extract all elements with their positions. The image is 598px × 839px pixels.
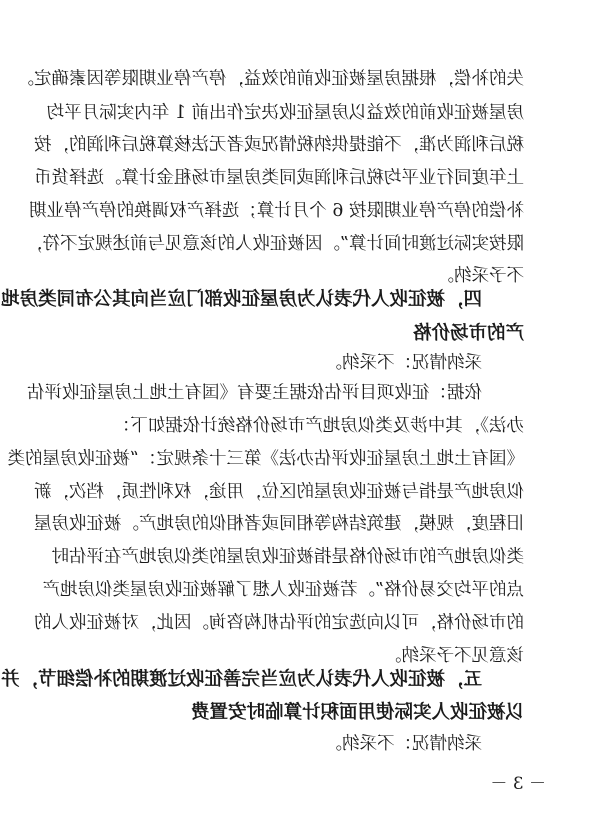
section-heading-5: 五，被征收人代表认为应当完善征收过渡期的补偿细节，并	[0, 669, 482, 690]
body-line: 房屋被征收前的效益以房屋征收决定作出前 1 年内实际月平均	[46, 103, 524, 123]
adoption-status: 采纳情况：不采纳。	[324, 734, 482, 754]
body-line: 限按实际过渡时间计算”。因被征收人的该意见与前述规定不符，	[25, 234, 524, 254]
page-number: － 3 －	[490, 774, 546, 794]
body-line: 的市场价格，可以向选定的评估机构咨询。因此，对被征收人的	[34, 613, 524, 633]
body-line: 依据：征收项目评估依据主要有《国有土地上房屋征收评估	[27, 383, 482, 403]
body-line: 类似房地产的市场价格是指被征收房屋的类似房地产在评估时	[51, 547, 524, 567]
section-heading-4-cont: 产的市场价格	[412, 323, 524, 344]
adoption-status: 采纳情况：不采纳。	[324, 353, 482, 373]
body-line: 上年度同行业平均税后利润或同类房屋市场租金计算。选择货币	[34, 168, 524, 188]
section-heading-5-cont: 以被征收人实际使用面积计算临时安置费	[190, 702, 524, 723]
body-line: 旧程度，规模，建筑结构等相同或者相似的房地产。被征收房屋	[34, 514, 524, 534]
body-line: 《国有土地上房屋征收评估办法》第三十条规定：“被征收房屋的类	[7, 449, 524, 469]
body-line: 补偿的停产停业期限按 6 个月计算；选择产权调换的停产停业期	[29, 201, 524, 221]
body-line: 税后利润为准，不能提供纳税情况或者无法核算税后利润的，按	[34, 135, 524, 155]
body-line: 办法》，其中涉及类似房地产市场价格统计依据如下：	[112, 416, 524, 436]
body-line: 似房地产是指与被征收房屋的区位，用途，权利性质，档次，新	[34, 482, 524, 502]
body-line: 不予采纳。	[436, 266, 524, 286]
body-line: 失的补偿，根据房屋被征收前的效益，停产停业期限等因素确定。	[16, 69, 524, 89]
section-heading-4: 四，被征收人代表认为房屋征收部门应当向其公布同类房地	[0, 289, 482, 310]
body-line: 该意见不予采纳。	[384, 646, 524, 666]
body-line: 点的平均交易价格”。若被征收人想了解被征收房屋类似房地产	[42, 580, 524, 600]
